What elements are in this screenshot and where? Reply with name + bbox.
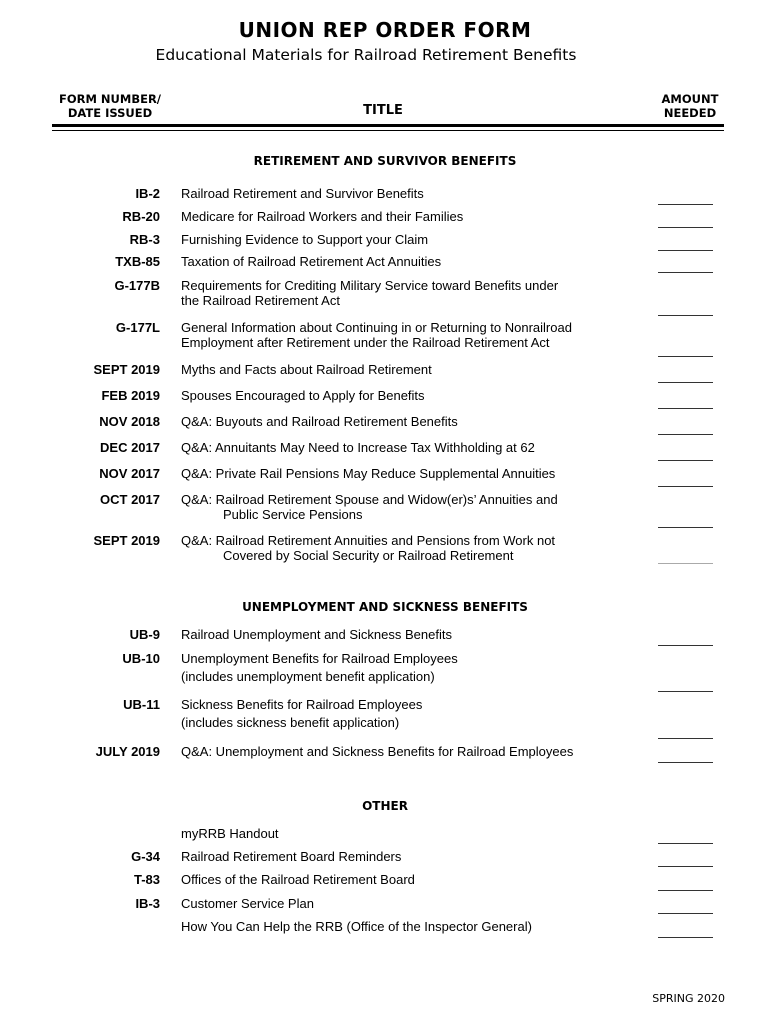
amount-blank[interactable] [658, 738, 713, 739]
form-number: G-34 [131, 849, 160, 864]
form-number: SEPT 2019 [93, 362, 160, 377]
item-title: General Information about Continuing in or Returning to Nonrailroad Employment after Retirement under the Railroad Retirement Act [181, 320, 572, 350]
form-number: UB-9 [129, 627, 160, 642]
item-title: Spouses Encouraged to Apply for Benefits [181, 388, 425, 403]
form-number: TXB-85 [115, 254, 160, 269]
item-title: myRRB Handout [181, 826, 279, 841]
amount-blank[interactable] [658, 843, 713, 844]
header-rule-thick [52, 124, 724, 127]
item-title: Q&A: Private Rail Pensions May Reduce Supplemental Annuities [181, 466, 556, 481]
amount-blank[interactable] [658, 913, 713, 914]
form-number: G-177B [114, 278, 160, 293]
item-title: Myths and Facts about Railroad Retirement [181, 362, 432, 377]
form-number: SEPT 2019 [93, 533, 160, 548]
amount-blank[interactable] [658, 315, 713, 316]
header-rule-thin [52, 130, 724, 131]
section-heading-unemployment: UNEMPLOYMENT AND SICKNESS BENEFITS [242, 600, 528, 614]
section-heading-other: OTHER [362, 799, 408, 813]
item-title: Offices of the Railroad Retirement Board [181, 872, 415, 887]
column-header-amount: AMOUNT NEEDED [661, 92, 719, 120]
item-title: Furnishing Evidence to Support your Claim [181, 232, 429, 247]
item-title: Railroad Unemployment and Sickness Benefits [181, 627, 452, 642]
form-number: DEC 2017 [100, 440, 160, 455]
item-title: Taxation of Railroad Retirement Act Annuities [181, 254, 442, 269]
form-number: NOV 2017 [99, 466, 160, 481]
section-heading-retirement: RETIREMENT AND SURVIVOR BENEFITS [253, 154, 517, 168]
form-number: NOV 2018 [99, 414, 160, 429]
item-title: Q&A: Annuitants May Need to Increase Tax Withholding at 62 [181, 440, 535, 455]
form-number: UB-11 [123, 697, 160, 712]
amount-blank[interactable] [658, 382, 713, 383]
amount-blank[interactable] [658, 356, 713, 357]
form-number: JULY 2019 [95, 744, 160, 759]
amount-blank[interactable] [658, 937, 713, 938]
item-title: Sickness Benefits for Railroad Employees (includes sickness benefit application) [181, 697, 423, 730]
item-title: Railroad Retirement and Survivor Benefits [181, 186, 424, 201]
form-title: UNION REP ORDER FORM [238, 18, 532, 42]
amount-blank[interactable] [658, 645, 713, 646]
amount-blank[interactable] [658, 762, 713, 763]
form-number: T-83 [133, 872, 160, 887]
amount-blank[interactable] [658, 866, 713, 867]
form-subtitle: Educational Materials for Railroad Retirement Benefits [155, 46, 577, 64]
item-title: Q&A: Railroad Retirement Annuities and Pensions from Work not Covered by Social Security or Railroad Retirement [181, 533, 556, 563]
amount-blank[interactable] [658, 527, 713, 528]
form-number: IB-3 [135, 896, 160, 911]
item-title: Unemployment Benefits for Railroad Employees (includes unemployment benefit application) [181, 651, 458, 684]
form-number: RB-20 [122, 209, 160, 224]
item-title: Q&A: Unemployment and Sickness Benefits for Railroad Employees [181, 744, 574, 759]
amount-blank[interactable] [658, 563, 713, 564]
amount-blank[interactable] [658, 408, 713, 409]
amount-blank[interactable] [658, 486, 713, 487]
amount-blank[interactable] [658, 227, 713, 228]
item-title: Customer Service Plan [181, 896, 314, 911]
form-number: OCT 2017 [100, 492, 160, 507]
column-header-title: TITLE [363, 103, 403, 118]
amount-blank[interactable] [658, 272, 713, 273]
form-number: FEB 2019 [101, 388, 160, 403]
form-number: IB-2 [135, 186, 160, 201]
amount-blank[interactable] [658, 250, 713, 251]
amount-blank[interactable] [658, 691, 713, 692]
amount-blank[interactable] [658, 890, 713, 891]
form-number: RB-3 [129, 232, 160, 247]
amount-blank[interactable] [658, 460, 713, 461]
item-title: Q&A: Railroad Retirement Spouse and Widow(er)s’ Annuities and Public Service Pensions [181, 492, 558, 522]
amount-blank[interactable] [658, 434, 713, 435]
item-title: Railroad Retirement Board Reminders [181, 849, 402, 864]
item-title: Requirements for Crediting Military Service toward Benefits under the Railroad Retirement Act [181, 278, 559, 308]
amount-blank[interactable] [658, 204, 713, 205]
item-title: Medicare for Railroad Workers and their Families [181, 209, 464, 224]
item-title: Q&A: Buyouts and Railroad Retirement Benefits [181, 414, 458, 429]
edition-label: SPRING 2020 [652, 992, 725, 1005]
column-header-form-number: FORM NUMBER/ DATE ISSUED [58, 92, 162, 120]
form-number: G-177L [115, 320, 160, 335]
item-title: How You Can Help the RRB (Office of the Inspector General) [181, 919, 532, 934]
form-number: UB-10 [122, 651, 160, 666]
